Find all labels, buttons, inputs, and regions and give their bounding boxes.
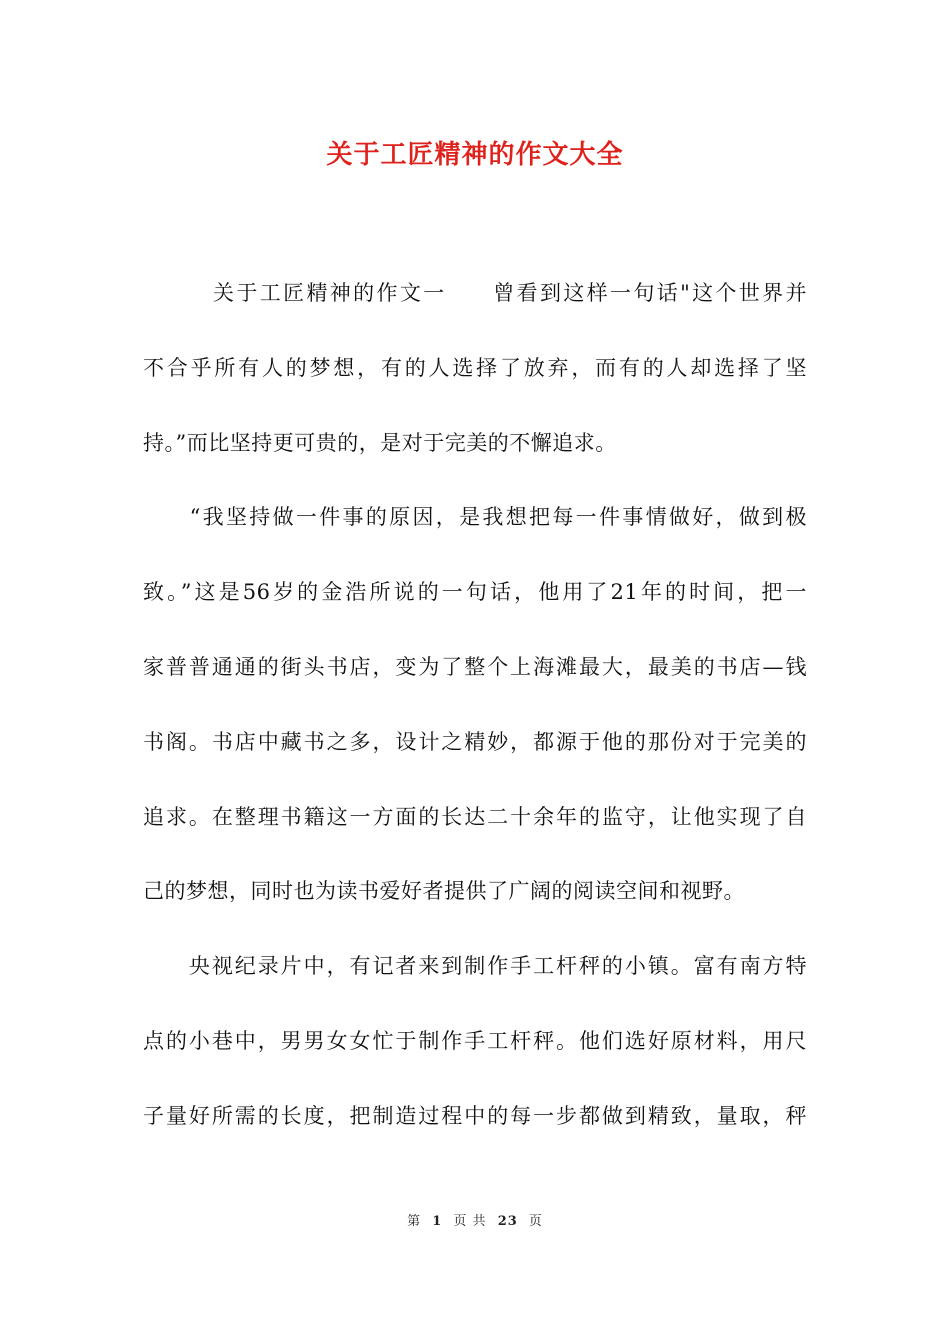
document-body [143, 256, 807, 1154]
page-footer [0, 1210, 950, 1229]
footer-page-number: 1 [432, 1214, 443, 1229]
body-line: 央视纪录片中，有记者来到制作手工杆秤的小镇。富有南方特 [143, 954, 807, 979]
body-line: 子量好所需的长度，把制造过程中的每一步都做到精致，量取，秤 [143, 1103, 807, 1128]
body-line: 持。”而比坚持更可贵的，是对于完美的不懈追求。 [143, 430, 617, 455]
footer-mid: 页 共 [453, 1214, 487, 1229]
footer-suffix: 页 [528, 1214, 543, 1229]
body-line: 致。”这是56岁的金浩所说的一句话，他用了21年的时间，把一 [143, 580, 807, 605]
body-line: “我坚持做一件事的原因，是我想把每一件事情做好，做到极 [143, 505, 807, 530]
body-line: 追求。在整理书籍这一方面的长达二十余年的监守，让他实现了自 [143, 804, 807, 829]
footer-prefix: 第 [407, 1214, 422, 1229]
body-line: 点的小巷中，男男女女忙于制作手工杆秤。他们选好原材料，用尺 [143, 1028, 807, 1053]
body-line: 不合乎所有人的梦想，有的人选择了放弃，而有的人却选择了坚 [143, 355, 807, 380]
body-line: 家普普通通的街头书店，变为了整个上海滩最大，最美的书店—钱 [143, 654, 807, 679]
body-line: 关于工匠精神的作文一 曾看到这样一句话"这个世界并 [143, 281, 807, 305]
body-line: 己的梦想，同时也为读书爱好者提供了广阔的阅读空间和视野。 [143, 879, 745, 904]
document-title: 关于工匠精神的作文大全 [326, 140, 624, 170]
body-line: 书阁。书店中藏书之多，设计之精妙，都源于他的那份对于完美的 [143, 729, 807, 754]
footer-total-pages: 23 [497, 1214, 518, 1229]
